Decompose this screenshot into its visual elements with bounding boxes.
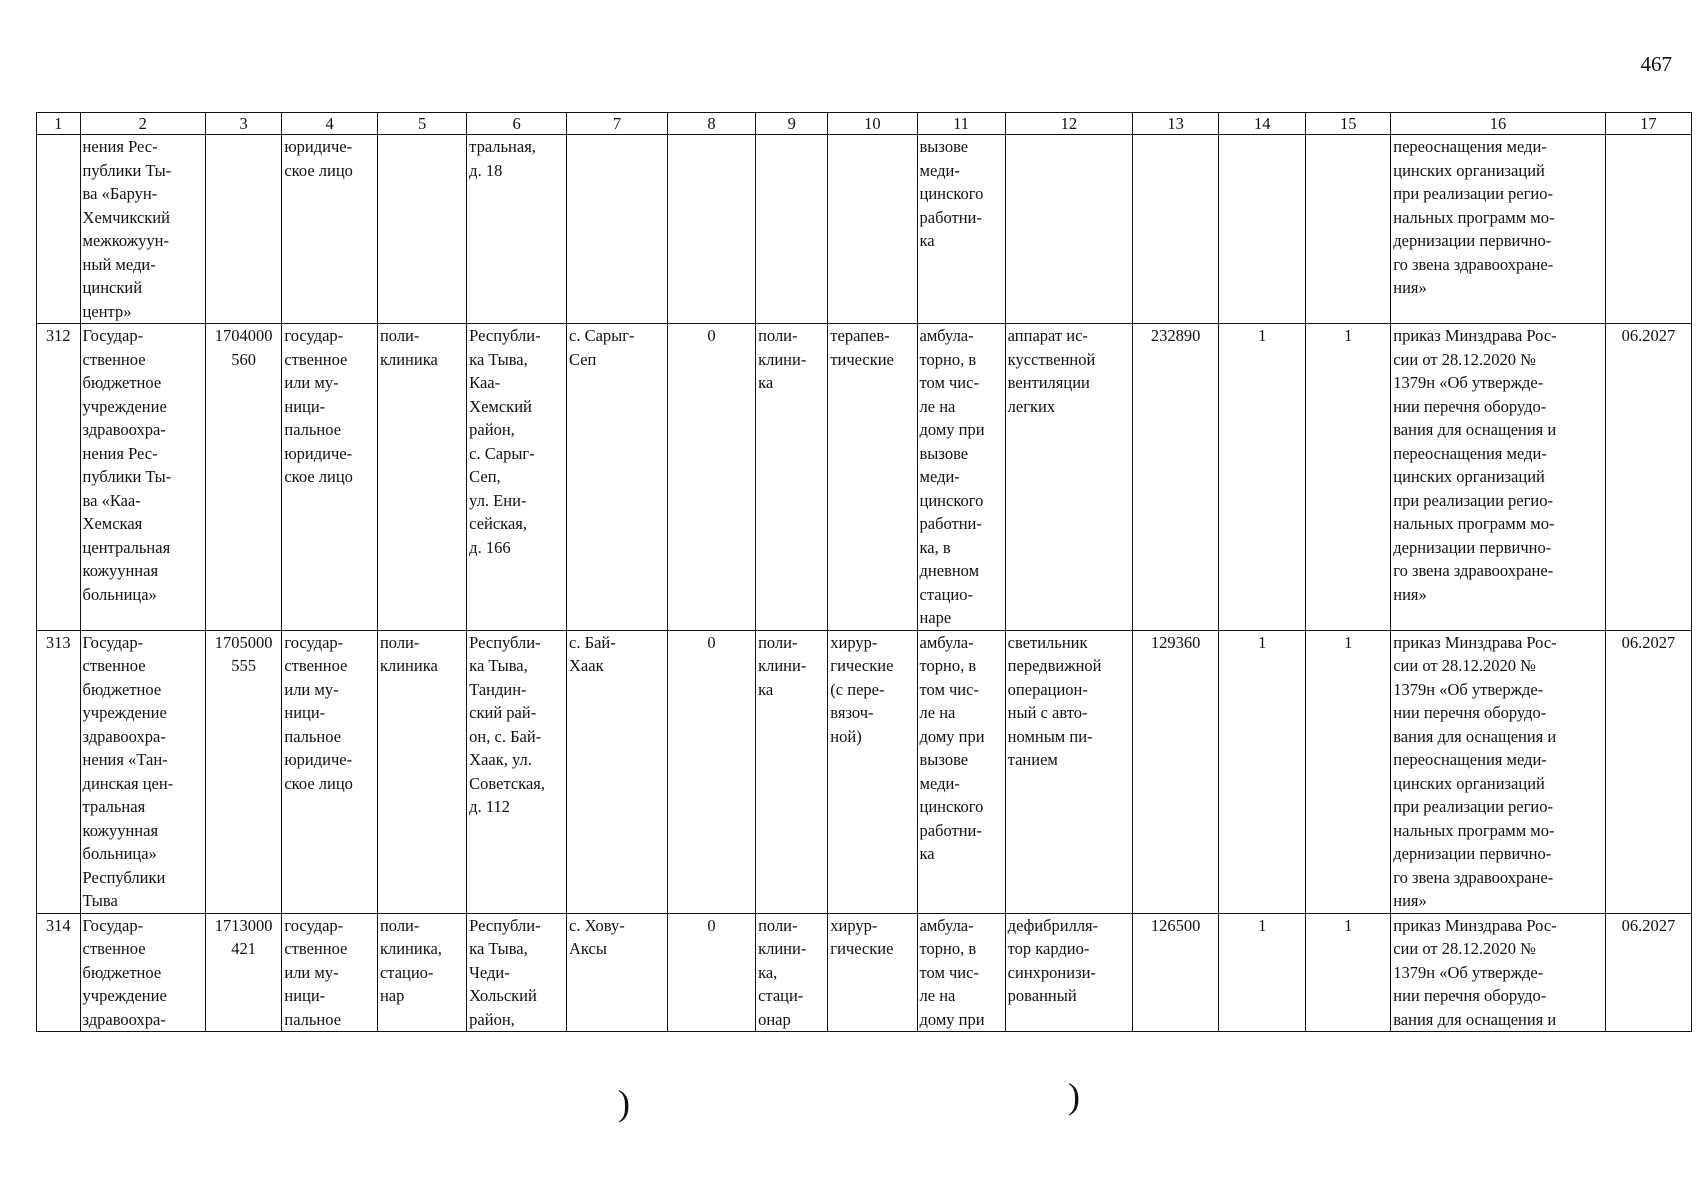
table-cell: поли- клиника	[377, 324, 466, 631]
table-cell: Государ- ственное бюджетное учреждение здравоохра- нения «Тан- динская цен- тральная кожуунная больница» Республики Тыва	[80, 630, 205, 913]
table-cell: Государ- ственное бюджетное учреждение здравоохра-	[80, 913, 205, 1032]
column-number: 14	[1219, 113, 1306, 135]
table-cell: 0	[667, 630, 755, 913]
table-cell	[205, 135, 281, 324]
table-cell	[1005, 135, 1132, 324]
table-cell: с. Бай- Хаак	[567, 630, 668, 913]
table-cell: 1705000 555	[205, 630, 281, 913]
table-cell: 0	[667, 324, 755, 631]
table-cell: терапев- тические	[828, 324, 917, 631]
table-cell: 1	[1219, 913, 1306, 1032]
table-row	[37, 324, 1692, 631]
table-cell: поли- клини- ка	[756, 630, 828, 913]
table-cell: приказ Минздрава Рос- сии от 28.12.2020 № 1379н «Об утвержде- нии перечня оборудо- вания для оснащения и переоснащения меди- цинских организаций при реализации регио- нальных программ мо- дернизации первично- го звена здравоохране- ния»	[1391, 630, 1606, 913]
table-cell: 313	[37, 630, 81, 913]
table-cell: амбула- торно, в том чис- ле на дому при вызове меди- цинского работни- ка	[917, 630, 1005, 913]
column-number: 13	[1133, 113, 1219, 135]
column-number: 3	[205, 113, 281, 135]
table-cell: государ- ственное или му- ници- пальное	[282, 913, 378, 1032]
table-cell: хирур- гические (с пере- вязоч- ной)	[828, 630, 917, 913]
table-cell: 129360	[1133, 630, 1219, 913]
table-cell: амбула- торно, в том чис- ле на дому при	[917, 913, 1005, 1032]
table-cell: 232890	[1133, 324, 1219, 631]
table-cell: 1	[1219, 630, 1306, 913]
table-cell: 1	[1306, 324, 1391, 631]
column-number-row	[37, 113, 1692, 135]
table-cell: дефибрилля- тор кардио- синхронизи- рованный	[1005, 913, 1132, 1032]
table-cell: юридиче- ское лицо	[282, 135, 378, 324]
table-cell: нения Рес- публики Ты- ва «Барун- Хемчикский межкожуун- ный меди- цинский центр»	[80, 135, 205, 324]
table-cell	[667, 135, 755, 324]
table-cell: амбула- торно, в том чис- ле на дому при вызове меди- цинского работни- ка, в дневном стацио- наре	[917, 324, 1005, 631]
table-cell: 314	[37, 913, 81, 1032]
table-cell: Республи- ка Тыва, Тандин- ский рай- он, с. Бай- Хаак, ул. Советская, д. 112	[467, 630, 567, 913]
table-cell: поли- клиника	[377, 630, 466, 913]
table-cell: Республи- ка Тыва, Чеди- Хольский район,	[467, 913, 567, 1032]
table-cell: 1713000 421	[205, 913, 281, 1032]
column-number: 2	[80, 113, 205, 135]
column-number: 15	[1306, 113, 1391, 135]
table-row	[37, 913, 1692, 1032]
table-cell: с. Хову- Аксы	[567, 913, 668, 1032]
table-cell: 126500	[1133, 913, 1219, 1032]
table-cell: 06.2027	[1605, 630, 1691, 913]
table-cell: 06.2027	[1605, 913, 1691, 1032]
table-cell: аппарат ис- кусственной вентиляции легких	[1005, 324, 1132, 631]
table-cell: Республи- ка Тыва, Каа- Хемский район, с. Сарыг- Сеп, ул. Ени- сейская, д. 166	[467, 324, 567, 631]
equipment-table	[36, 112, 1692, 1032]
table-cell: поли- клини- ка, стаци- онар	[756, 913, 828, 1032]
table-cell: вызове меди- цинского работни- ка	[917, 135, 1005, 324]
column-number: 1	[37, 113, 81, 135]
table-cell: Государ- ственное бюджетное учреждение здравоохра- нения Рес- публики Ты- ва «Каа- Хемская центральная кожуунная больница»	[80, 324, 205, 631]
table-cell	[37, 135, 81, 324]
column-number: 8	[667, 113, 755, 135]
table-cell: 1	[1306, 630, 1391, 913]
table-cell	[567, 135, 668, 324]
table-cell: 0	[667, 913, 755, 1032]
table-cell: приказ Минздрава Рос- сии от 28.12.2020 № 1379н «Об утвержде- нии перечня оборудо- вания для оснащения и	[1391, 913, 1606, 1032]
table-cell: 312	[37, 324, 81, 631]
table-cell: 06.2027	[1605, 324, 1691, 631]
column-number: 7	[567, 113, 668, 135]
table-cell: 1704000 560	[205, 324, 281, 631]
column-number: 5	[377, 113, 466, 135]
table-row	[37, 135, 1692, 324]
table-cell	[377, 135, 466, 324]
table-cell: светильник передвижной операцион- ный с авто- номным пи- танием	[1005, 630, 1132, 913]
table-cell: поли- клини- ка	[756, 324, 828, 631]
column-number: 12	[1005, 113, 1132, 135]
table-cell: тральная, д. 18	[467, 135, 567, 324]
table-cell: государ- ственное или му- ници- пальное юридиче- ское лицо	[282, 630, 378, 913]
table-row	[37, 630, 1692, 913]
table-cell: переоснащения меди- цинских организаций при реализации регио- нальных программ мо- дернизации первично- го звена здравоохране- ния»	[1391, 135, 1606, 324]
table-cell	[1133, 135, 1219, 324]
table-cell: с. Сарыг- Сеп	[567, 324, 668, 631]
table-cell	[756, 135, 828, 324]
signature-mark-right: )	[1068, 1076, 1080, 1116]
table-cell: поли- клиника, стацио- нар	[377, 913, 466, 1032]
page-number: 467	[1640, 52, 1672, 76]
column-number: 6	[467, 113, 567, 135]
column-number: 17	[1605, 113, 1691, 135]
table-cell	[828, 135, 917, 324]
column-number: 10	[828, 113, 917, 135]
table-cell	[1219, 135, 1306, 324]
column-number: 9	[756, 113, 828, 135]
column-number: 11	[917, 113, 1005, 135]
table-cell: 1	[1306, 913, 1391, 1032]
table-cell	[1605, 135, 1691, 324]
table-cell: хирур- гические	[828, 913, 917, 1032]
column-number: 16	[1391, 113, 1606, 135]
table-cell: приказ Минздрава Рос- сии от 28.12.2020 № 1379н «Об утвержде- нии перечня оборудо- вания для оснащения и переоснащения меди- цинских организаций при реализации регио- нальных программ мо- дернизации первично- го звена здравоохране- ния»	[1391, 324, 1606, 631]
column-number: 4	[282, 113, 378, 135]
table-cell: 1	[1219, 324, 1306, 631]
table-cell: государ- ственное или му- ници- пальное юридиче- ское лицо	[282, 324, 378, 631]
signature-mark-left: )	[618, 1083, 630, 1123]
table-cell	[1306, 135, 1391, 324]
